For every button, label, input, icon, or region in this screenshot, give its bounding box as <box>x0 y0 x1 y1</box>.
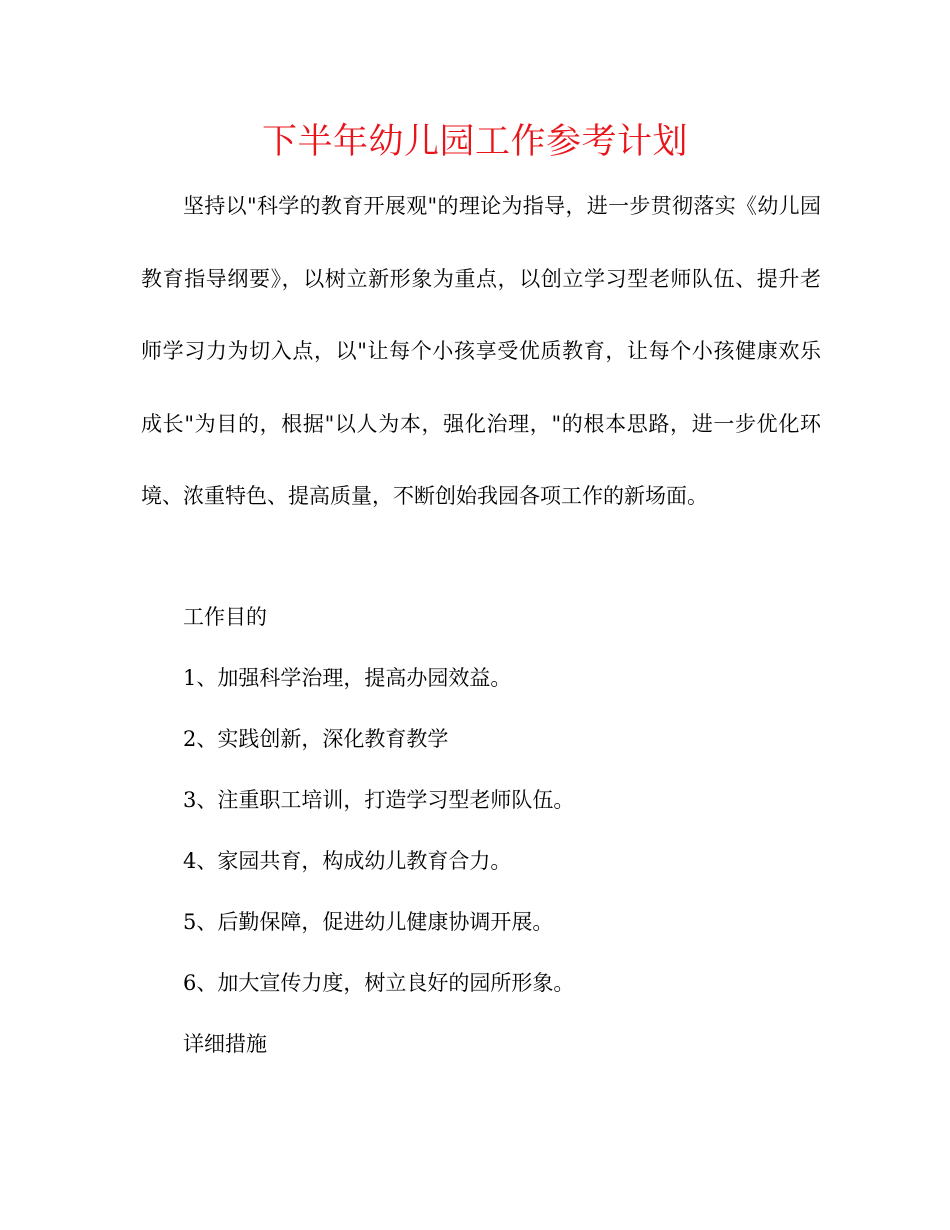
goal-item-4: 4、家园共育，构成幼儿教育合力。 <box>183 849 512 873</box>
goal-item-6: 6、加大宣传力度，树立良好的园所形象。 <box>183 971 575 995</box>
goal-item-5: 5、后勤保障，促进幼儿健康协调开展。 <box>183 910 554 934</box>
section-heading-goals: 工作目的 <box>183 605 267 629</box>
content-list <box>183 593 574 1081</box>
goal-item-1: 1、加强科学治理，提高办园效益。 <box>183 666 512 690</box>
document-title: 下半年幼儿园工作参考计划 <box>261 122 688 162</box>
goal-item-2: 2、实践创新，深化教育教学 <box>183 727 449 751</box>
section-heading-measures: 详细措施 <box>183 1032 267 1056</box>
goal-item-3: 3、注重职工培训，打造学习型老师队伍。 <box>183 788 575 812</box>
intro-paragraph: 坚持以"科学的教育开展观"的理论为指导，进一步贯彻落实《幼儿园教育指导纲要》，以树立新形象为重点，以创立学习型老师队伍、提升老师学习力为切入点，以"让每个小孩享受优质教育，让每个小孩健康欢乐成长"为目的，根据"以人为本，强化治理，"的根本思路，进一步优化环境、浓重特色、提高质量，不断创始我园各项工作的新场面。 <box>141 194 821 508</box>
